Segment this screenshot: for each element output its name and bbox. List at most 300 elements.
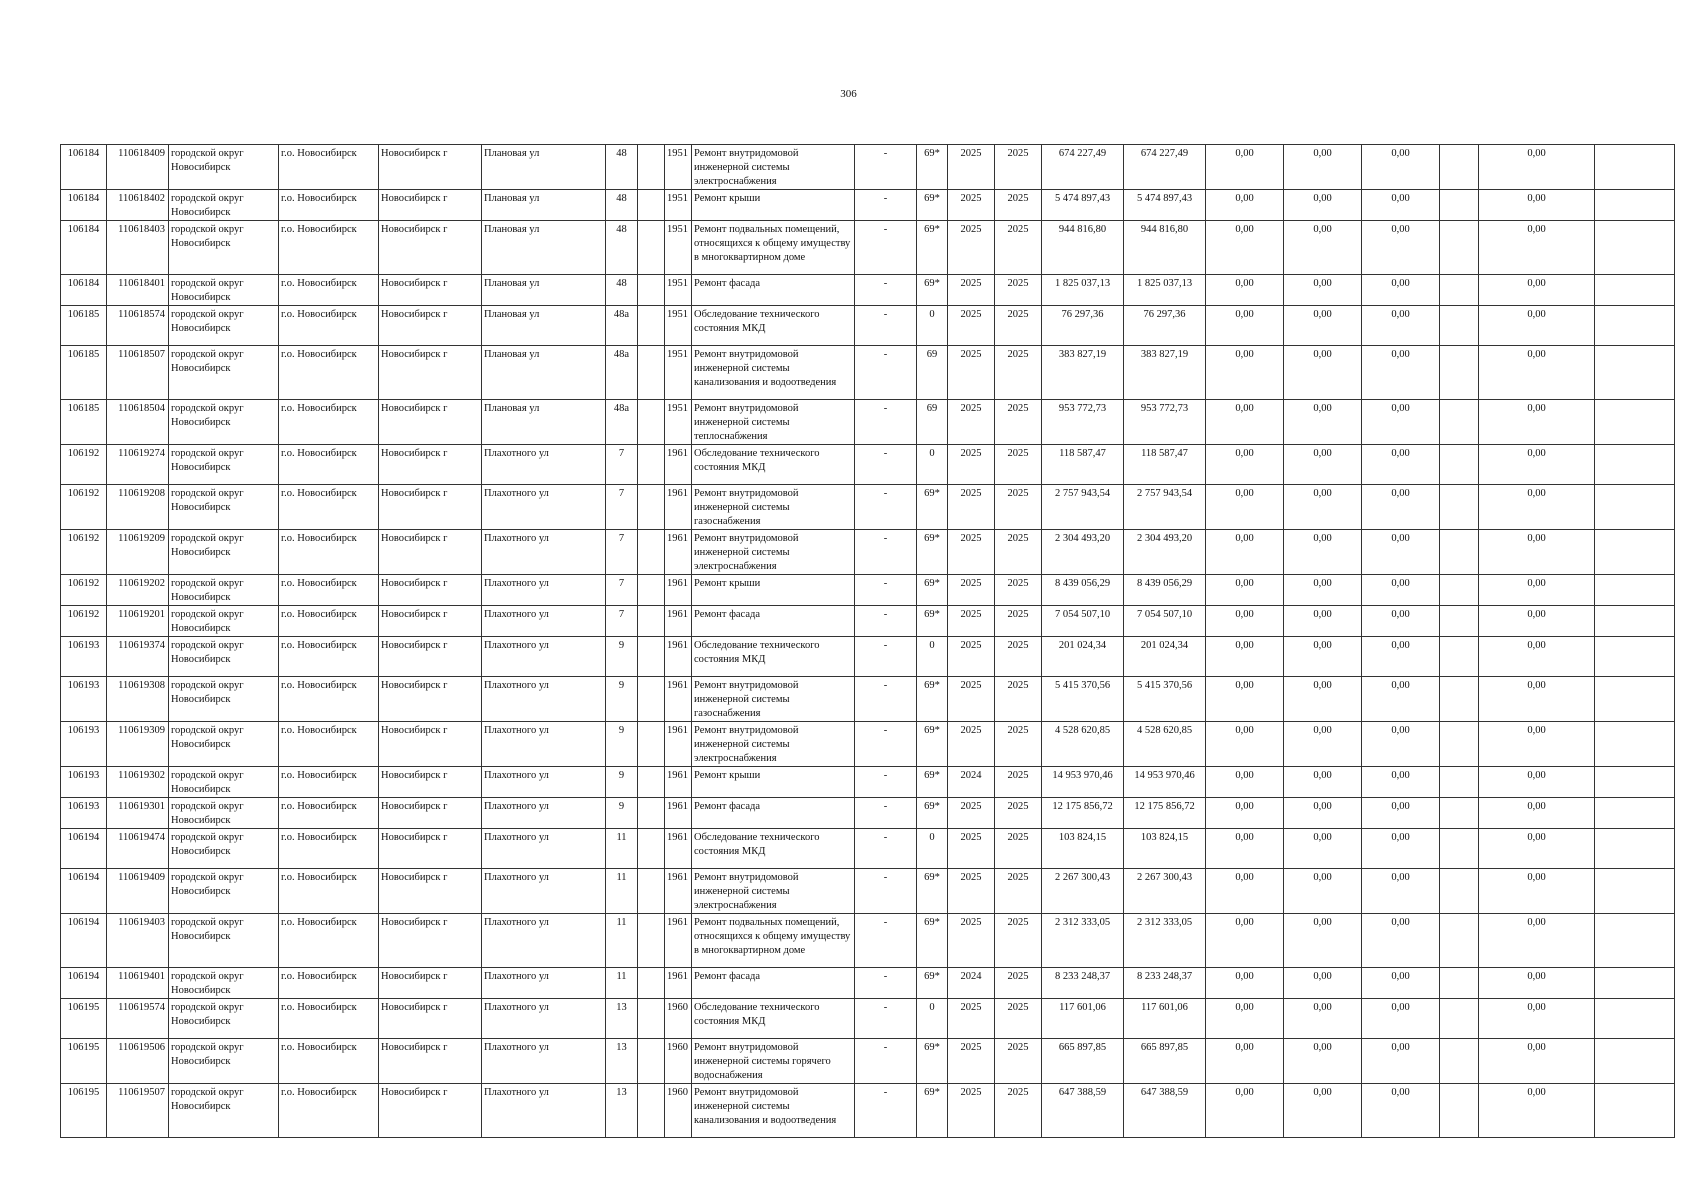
house-number-cell: 13 (606, 1084, 638, 1138)
dash-cell: - (855, 722, 917, 767)
done-year-cell: 2025 (995, 221, 1042, 275)
value-3-cell: 0,00 (1362, 798, 1440, 829)
cost-fund-cell: 1 825 037,13 (1124, 275, 1206, 306)
district-cell: городской округ Новосибирск (169, 145, 279, 190)
value-3-cell: 0,00 (1362, 275, 1440, 306)
object-id-cell: 106193 (61, 722, 107, 767)
street-cell: Плахотного ул (482, 829, 606, 869)
cost-total-cell: 14 953 970,46 (1042, 767, 1124, 798)
value-1-cell: 0,00 (1206, 968, 1284, 999)
empty-cell (638, 306, 665, 346)
object-id-cell: 106194 (61, 829, 107, 869)
dash-cell: - (855, 798, 917, 829)
object-id-cell: 106194 (61, 869, 107, 914)
empty-cell (1595, 445, 1675, 485)
cost-fund-cell: 674 227,49 (1124, 145, 1206, 190)
cost-fund-cell: 665 897,85 (1124, 1039, 1206, 1084)
cost-total-cell: 7 054 507,10 (1042, 606, 1124, 637)
empty-cell (638, 637, 665, 677)
wear-cell: 69* (917, 722, 948, 767)
empty-cell (1595, 190, 1675, 221)
municipality-cell: г.о. Новосибирск (279, 190, 379, 221)
plan-year-cell: 2025 (948, 445, 995, 485)
street-cell: Плахотного ул (482, 722, 606, 767)
empty-cell (638, 275, 665, 306)
district-cell: городской округ Новосибирск (169, 346, 279, 400)
table-row (61, 575, 1675, 606)
cost-total-cell: 647 388,59 (1042, 1084, 1124, 1138)
done-year-cell: 2025 (995, 914, 1042, 968)
object-id-cell: 106193 (61, 677, 107, 722)
plan-year-cell: 2025 (948, 346, 995, 400)
cost-total-cell: 2 312 333,05 (1042, 914, 1124, 968)
work-code-cell: 110619403 (107, 914, 169, 968)
object-id-cell: 106184 (61, 221, 107, 275)
done-year-cell: 2025 (995, 999, 1042, 1039)
value-4-cell: 0,00 (1479, 1084, 1595, 1138)
dash-cell: - (855, 346, 917, 400)
dash-cell: - (855, 999, 917, 1039)
street-cell: Плахотного ул (482, 798, 606, 829)
municipality-cell: г.о. Новосибирск (279, 530, 379, 575)
empty-cell (1440, 798, 1479, 829)
empty-cell (1440, 575, 1479, 606)
build-year-cell: 1961 (665, 575, 692, 606)
value-1-cell: 0,00 (1206, 346, 1284, 400)
build-year-cell: 1961 (665, 445, 692, 485)
municipality-cell: г.о. Новосибирск (279, 1039, 379, 1084)
value-3-cell: 0,00 (1362, 145, 1440, 190)
build-year-cell: 1961 (665, 530, 692, 575)
house-number-cell: 48 (606, 221, 638, 275)
municipality-cell: г.о. Новосибирск (279, 145, 379, 190)
locality-cell: Новосибирск г (379, 575, 482, 606)
locality-cell: Новосибирск г (379, 637, 482, 677)
district-cell: городской округ Новосибирск (169, 485, 279, 530)
wear-cell: 69* (917, 798, 948, 829)
empty-cell (1595, 575, 1675, 606)
wear-cell: 69 (917, 346, 948, 400)
work-type-cell: Ремонт фасада (692, 606, 855, 637)
wear-cell: 0 (917, 829, 948, 869)
value-3-cell: 0,00 (1362, 767, 1440, 798)
house-number-cell: 13 (606, 999, 638, 1039)
work-type-cell: Обследование технического состояния МКД (692, 445, 855, 485)
work-type-cell: Ремонт внутридомовой инженерной системы теплоснабжения (692, 400, 855, 445)
cost-total-cell: 383 827,19 (1042, 346, 1124, 400)
street-cell: Плахотного ул (482, 677, 606, 722)
work-type-cell: Обследование технического состояния МКД (692, 306, 855, 346)
table-body (61, 145, 1675, 1138)
street-cell: Плахотного ул (482, 485, 606, 530)
house-number-cell: 13 (606, 1039, 638, 1084)
work-code-cell: 110618504 (107, 400, 169, 445)
done-year-cell: 2025 (995, 767, 1042, 798)
value-2-cell: 0,00 (1284, 637, 1362, 677)
cost-fund-cell: 5 415 370,56 (1124, 677, 1206, 722)
object-id-cell: 106185 (61, 346, 107, 400)
dash-cell: - (855, 637, 917, 677)
empty-cell (1440, 767, 1479, 798)
dash-cell: - (855, 530, 917, 575)
wear-cell: 69* (917, 530, 948, 575)
value-3-cell: 0,00 (1362, 346, 1440, 400)
empty-cell (1595, 221, 1675, 275)
done-year-cell: 2025 (995, 637, 1042, 677)
street-cell: Плахотного ул (482, 445, 606, 485)
value-1-cell: 0,00 (1206, 145, 1284, 190)
build-year-cell: 1951 (665, 221, 692, 275)
empty-cell (1595, 829, 1675, 869)
empty-cell (638, 767, 665, 798)
district-cell: городской округ Новосибирск (169, 767, 279, 798)
work-code-cell: 110619409 (107, 869, 169, 914)
work-code-cell: 110619574 (107, 999, 169, 1039)
wear-cell: 69* (917, 677, 948, 722)
object-id-cell: 106195 (61, 1084, 107, 1138)
municipality-cell: г.о. Новосибирск (279, 1084, 379, 1138)
empty-cell (1595, 869, 1675, 914)
district-cell: городской округ Новосибирск (169, 968, 279, 999)
municipality-cell: г.о. Новосибирск (279, 275, 379, 306)
empty-cell (638, 999, 665, 1039)
value-4-cell: 0,00 (1479, 914, 1595, 968)
cost-fund-cell: 2 312 333,05 (1124, 914, 1206, 968)
locality-cell: Новосибирск г (379, 829, 482, 869)
empty-cell (1440, 275, 1479, 306)
value-4-cell: 0,00 (1479, 306, 1595, 346)
value-2-cell: 0,00 (1284, 999, 1362, 1039)
build-year-cell: 1961 (665, 677, 692, 722)
dash-cell: - (855, 677, 917, 722)
locality-cell: Новосибирск г (379, 968, 482, 999)
value-2-cell: 0,00 (1284, 400, 1362, 445)
plan-year-cell: 2025 (948, 829, 995, 869)
street-cell: Плановая ул (482, 306, 606, 346)
wear-cell: 69* (917, 1039, 948, 1084)
empty-cell (1440, 869, 1479, 914)
value-1-cell: 0,00 (1206, 275, 1284, 306)
value-2-cell: 0,00 (1284, 221, 1362, 275)
locality-cell: Новосибирск г (379, 306, 482, 346)
table-row (61, 767, 1675, 798)
wear-cell: 69* (917, 968, 948, 999)
empty-cell (1595, 999, 1675, 1039)
empty-cell (638, 145, 665, 190)
municipality-cell: г.о. Новосибирск (279, 968, 379, 999)
wear-cell: 69* (917, 485, 948, 530)
municipality-cell: г.о. Новосибирск (279, 445, 379, 485)
plan-year-cell: 2025 (948, 722, 995, 767)
house-number-cell: 7 (606, 530, 638, 575)
municipality-cell: г.о. Новосибирск (279, 400, 379, 445)
street-cell: Плахотного ул (482, 637, 606, 677)
empty-cell (1595, 914, 1675, 968)
empty-cell (1440, 1084, 1479, 1138)
locality-cell: Новосибирск г (379, 445, 482, 485)
wear-cell: 69* (917, 145, 948, 190)
done-year-cell: 2025 (995, 606, 1042, 637)
value-4-cell: 0,00 (1479, 637, 1595, 677)
empty-cell (638, 914, 665, 968)
object-id-cell: 106194 (61, 968, 107, 999)
dash-cell: - (855, 575, 917, 606)
value-2-cell: 0,00 (1284, 606, 1362, 637)
municipality-cell: г.о. Новосибирск (279, 829, 379, 869)
locality-cell: Новосибирск г (379, 798, 482, 829)
object-id-cell: 106195 (61, 1039, 107, 1084)
value-1-cell: 0,00 (1206, 190, 1284, 221)
empty-cell (638, 677, 665, 722)
district-cell: городской округ Новосибирск (169, 445, 279, 485)
work-type-cell: Ремонт внутридомовой инженерной системы электроснабжения (692, 145, 855, 190)
empty-cell (1595, 485, 1675, 530)
value-1-cell: 0,00 (1206, 798, 1284, 829)
locality-cell: Новосибирск г (379, 1039, 482, 1084)
empty-cell (1440, 914, 1479, 968)
work-type-cell: Ремонт крыши (692, 575, 855, 606)
locality-cell: Новосибирск г (379, 606, 482, 637)
value-2-cell: 0,00 (1284, 767, 1362, 798)
table-row (61, 485, 1675, 530)
done-year-cell: 2025 (995, 275, 1042, 306)
value-4-cell: 0,00 (1479, 221, 1595, 275)
plan-year-cell: 2025 (948, 1084, 995, 1138)
cost-total-cell: 953 772,73 (1042, 400, 1124, 445)
house-number-cell: 48а (606, 346, 638, 400)
street-cell: Плахотного ул (482, 869, 606, 914)
cost-fund-cell: 12 175 856,72 (1124, 798, 1206, 829)
value-4-cell: 0,00 (1479, 145, 1595, 190)
house-number-cell: 7 (606, 575, 638, 606)
empty-cell (1595, 1084, 1675, 1138)
value-1-cell: 0,00 (1206, 400, 1284, 445)
street-cell: Плановая ул (482, 221, 606, 275)
build-year-cell: 1951 (665, 306, 692, 346)
table-row (61, 306, 1675, 346)
cost-total-cell: 5 474 897,43 (1042, 190, 1124, 221)
table-row (61, 637, 1675, 677)
wear-cell: 0 (917, 637, 948, 677)
dash-cell: - (855, 767, 917, 798)
work-code-cell: 110618507 (107, 346, 169, 400)
build-year-cell: 1961 (665, 767, 692, 798)
value-2-cell: 0,00 (1284, 145, 1362, 190)
empty-cell (1440, 1039, 1479, 1084)
value-4-cell: 0,00 (1479, 346, 1595, 400)
plan-year-cell: 2025 (948, 606, 995, 637)
value-4-cell: 0,00 (1479, 400, 1595, 445)
dash-cell: - (855, 221, 917, 275)
work-code-cell: 110619274 (107, 445, 169, 485)
locality-cell: Новосибирск г (379, 190, 482, 221)
value-4-cell: 0,00 (1479, 190, 1595, 221)
value-3-cell: 0,00 (1362, 606, 1440, 637)
district-cell: городской округ Новосибирск (169, 637, 279, 677)
value-3-cell: 0,00 (1362, 306, 1440, 346)
empty-cell (638, 968, 665, 999)
wear-cell: 69* (917, 767, 948, 798)
object-id-cell: 106192 (61, 530, 107, 575)
locality-cell: Новосибирск г (379, 400, 482, 445)
house-number-cell: 7 (606, 485, 638, 530)
work-type-cell: Ремонт внутридомовой инженерной системы канализования и водоотведения (692, 1084, 855, 1138)
empty-cell (638, 221, 665, 275)
house-number-cell: 48 (606, 145, 638, 190)
table-row (61, 869, 1675, 914)
table-row (61, 530, 1675, 575)
build-year-cell: 1961 (665, 914, 692, 968)
empty-cell (638, 722, 665, 767)
table-row (61, 677, 1675, 722)
plan-year-cell: 2025 (948, 530, 995, 575)
empty-cell (1440, 637, 1479, 677)
value-3-cell: 0,00 (1362, 530, 1440, 575)
value-4-cell: 0,00 (1479, 767, 1595, 798)
value-1-cell: 0,00 (1206, 637, 1284, 677)
table-row (61, 445, 1675, 485)
table-row (61, 145, 1675, 190)
table-row (61, 1039, 1675, 1084)
table-row (61, 221, 1675, 275)
table-row (61, 914, 1675, 968)
wear-cell: 69* (917, 914, 948, 968)
table-row (61, 606, 1675, 637)
value-1-cell: 0,00 (1206, 606, 1284, 637)
house-number-cell: 48а (606, 306, 638, 346)
empty-cell (1440, 221, 1479, 275)
empty-cell (1595, 346, 1675, 400)
cost-total-cell: 103 824,15 (1042, 829, 1124, 869)
value-3-cell: 0,00 (1362, 1039, 1440, 1084)
cost-total-cell: 674 227,49 (1042, 145, 1124, 190)
value-2-cell: 0,00 (1284, 445, 1362, 485)
locality-cell: Новосибирск г (379, 346, 482, 400)
street-cell: Плановая ул (482, 275, 606, 306)
work-code-cell: 110618401 (107, 275, 169, 306)
empty-cell (638, 1039, 665, 1084)
work-code-cell: 110619202 (107, 575, 169, 606)
street-cell: Плахотного ул (482, 999, 606, 1039)
empty-cell (1440, 606, 1479, 637)
done-year-cell: 2025 (995, 190, 1042, 221)
municipality-cell: г.о. Новосибирск (279, 999, 379, 1039)
wear-cell: 0 (917, 999, 948, 1039)
table-row (61, 829, 1675, 869)
empty-cell (1440, 829, 1479, 869)
street-cell: Плановая ул (482, 145, 606, 190)
cost-fund-cell: 2 304 493,20 (1124, 530, 1206, 575)
done-year-cell: 2025 (995, 722, 1042, 767)
wear-cell: 0 (917, 445, 948, 485)
done-year-cell: 2025 (995, 798, 1042, 829)
value-1-cell: 0,00 (1206, 869, 1284, 914)
wear-cell: 0 (917, 306, 948, 346)
object-id-cell: 106194 (61, 914, 107, 968)
work-type-cell: Ремонт фасада (692, 275, 855, 306)
value-1-cell: 0,00 (1206, 485, 1284, 530)
municipality-cell: г.о. Новосибирск (279, 606, 379, 637)
work-code-cell: 110618409 (107, 145, 169, 190)
work-type-cell: Ремонт подвальных помещений, относящихся к общему имуществу в многоквартирном доме (692, 221, 855, 275)
district-cell: городской округ Новосибирск (169, 829, 279, 869)
empty-cell (1595, 798, 1675, 829)
done-year-cell: 2025 (995, 829, 1042, 869)
district-cell: городской округ Новосибирск (169, 677, 279, 722)
empty-cell (1440, 999, 1479, 1039)
value-3-cell: 0,00 (1362, 400, 1440, 445)
table-row (61, 999, 1675, 1039)
work-code-cell: 110619301 (107, 798, 169, 829)
empty-cell (1595, 145, 1675, 190)
work-type-cell: Ремонт внутридомовой инженерной системы электроснабжения (692, 530, 855, 575)
wear-cell: 69* (917, 275, 948, 306)
street-cell: Плахотного ул (482, 606, 606, 637)
value-3-cell: 0,00 (1362, 445, 1440, 485)
district-cell: городской округ Новосибирск (169, 306, 279, 346)
done-year-cell: 2025 (995, 968, 1042, 999)
value-3-cell: 0,00 (1362, 677, 1440, 722)
locality-cell: Новосибирск г (379, 221, 482, 275)
build-year-cell: 1951 (665, 145, 692, 190)
dash-cell: - (855, 1084, 917, 1138)
empty-cell (1595, 606, 1675, 637)
done-year-cell: 2025 (995, 346, 1042, 400)
done-year-cell: 2025 (995, 485, 1042, 530)
done-year-cell: 2025 (995, 1039, 1042, 1084)
empty-cell (1595, 400, 1675, 445)
done-year-cell: 2025 (995, 400, 1042, 445)
object-id-cell: 106193 (61, 637, 107, 677)
dash-cell: - (855, 914, 917, 968)
locality-cell: Новосибирск г (379, 1084, 482, 1138)
empty-cell (1595, 275, 1675, 306)
cost-total-cell: 2 267 300,43 (1042, 869, 1124, 914)
object-id-cell: 106192 (61, 606, 107, 637)
dash-cell: - (855, 275, 917, 306)
cost-fund-cell: 5 474 897,43 (1124, 190, 1206, 221)
value-4-cell: 0,00 (1479, 445, 1595, 485)
work-code-cell: 110618574 (107, 306, 169, 346)
municipality-cell: г.о. Новосибирск (279, 798, 379, 829)
municipality-cell: г.о. Новосибирск (279, 767, 379, 798)
table-row (61, 346, 1675, 400)
plan-year-cell: 2025 (948, 575, 995, 606)
street-cell: Плановая ул (482, 400, 606, 445)
cost-fund-cell: 76 297,36 (1124, 306, 1206, 346)
work-code-cell: 110619308 (107, 677, 169, 722)
table-row (61, 798, 1675, 829)
house-number-cell: 9 (606, 798, 638, 829)
municipality-cell: г.о. Новосибирск (279, 346, 379, 400)
work-type-cell: Ремонт внутридомовой инженерной системы электроснабжения (692, 722, 855, 767)
empty-cell (638, 798, 665, 829)
work-type-cell: Ремонт внутридомовой инженерной системы газоснабжения (692, 677, 855, 722)
empty-cell (1440, 346, 1479, 400)
house-number-cell: 9 (606, 767, 638, 798)
district-cell: городской округ Новосибирск (169, 798, 279, 829)
municipality-cell: г.о. Новосибирск (279, 869, 379, 914)
done-year-cell: 2025 (995, 445, 1042, 485)
value-1-cell: 0,00 (1206, 1084, 1284, 1138)
value-3-cell: 0,00 (1362, 637, 1440, 677)
district-cell: городской округ Новосибирск (169, 400, 279, 445)
cost-total-cell: 665 897,85 (1042, 1039, 1124, 1084)
build-year-cell: 1951 (665, 346, 692, 400)
district-cell: городской округ Новосибирск (169, 575, 279, 606)
street-cell: Плахотного ул (482, 1084, 606, 1138)
cost-fund-cell: 4 528 620,85 (1124, 722, 1206, 767)
